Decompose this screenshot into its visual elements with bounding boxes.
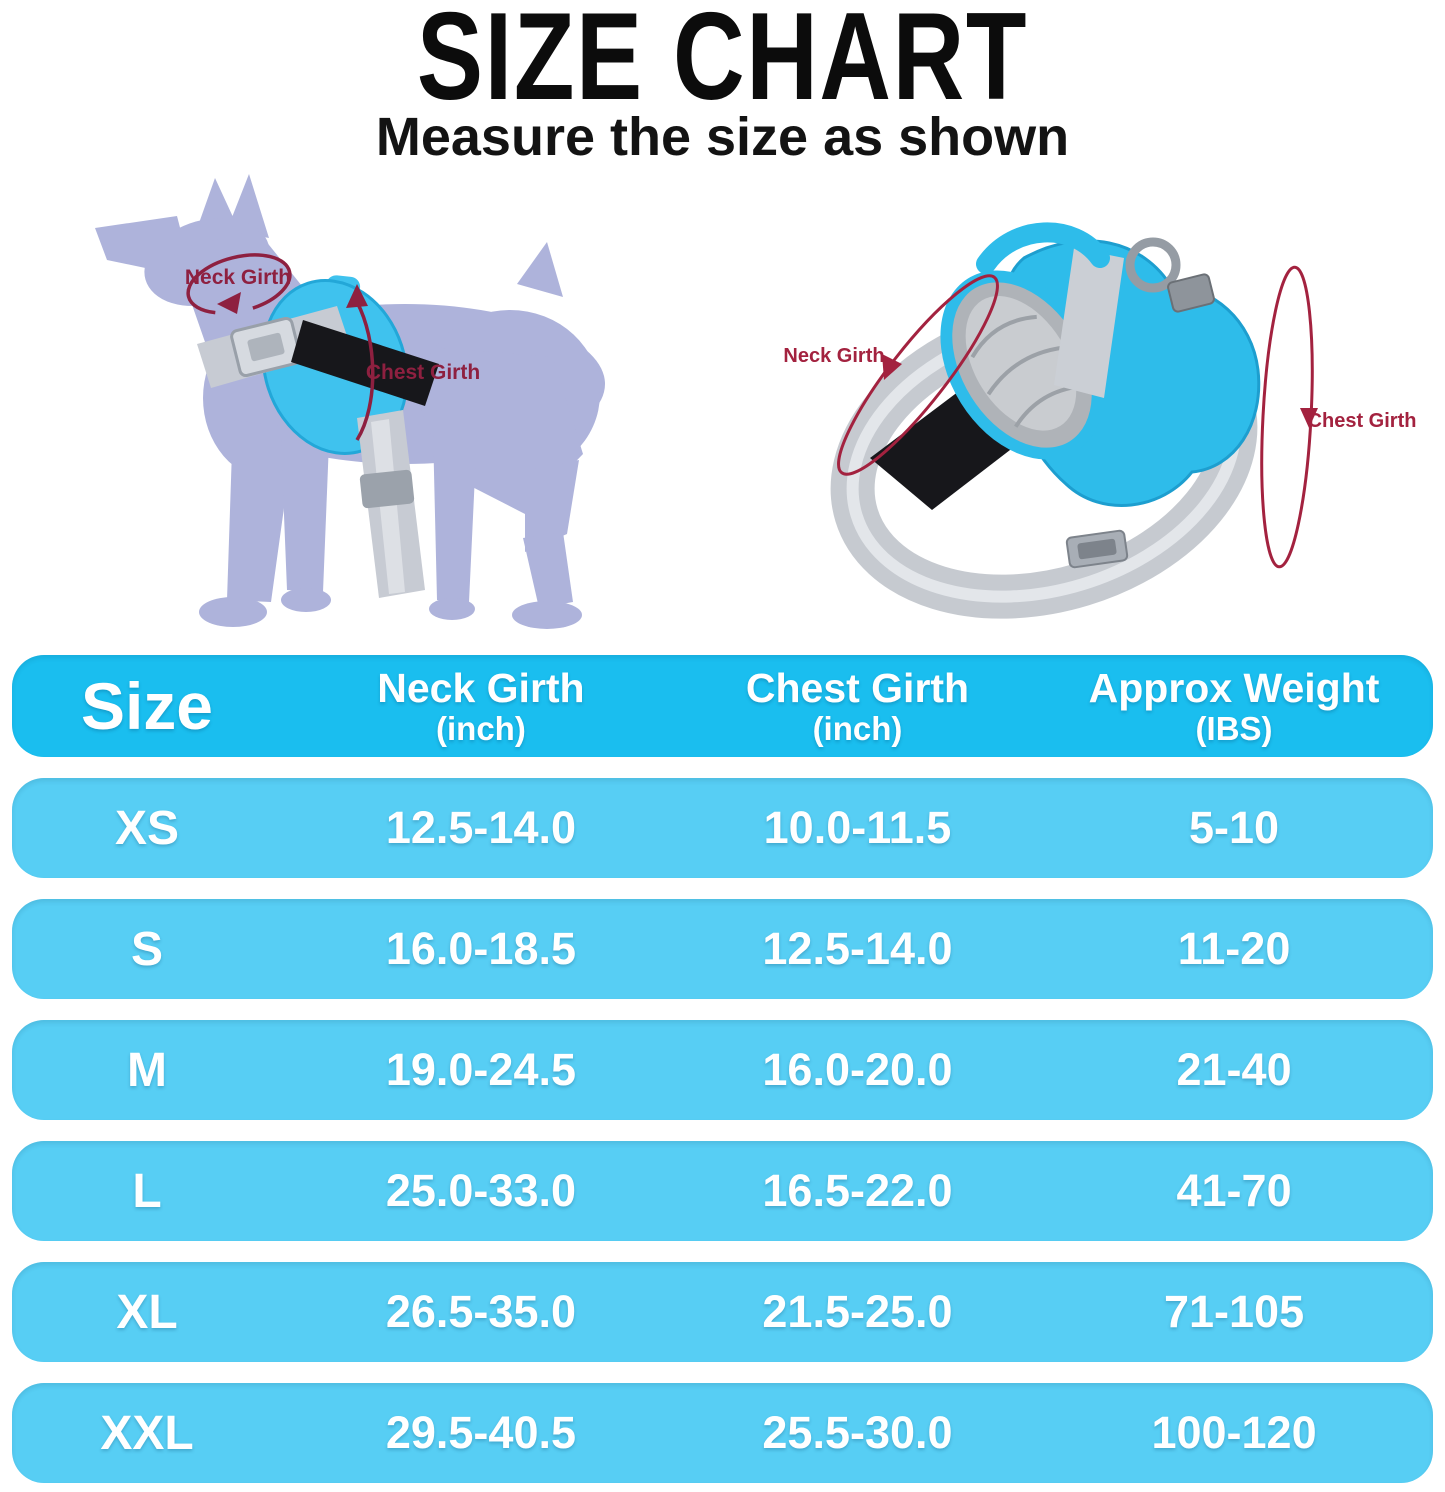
header-neck-girth: Neck Girth (inch): [377, 664, 585, 747]
size-table-header: [12, 655, 1433, 757]
table-row-xl: [12, 1262, 1433, 1362]
weight-cell: 100-120: [1151, 1407, 1317, 1458]
neck-girth-cell: 25.0-33.0: [385, 1165, 576, 1216]
table-row-l: [12, 1141, 1433, 1241]
harness-chest-girth-label: Chest Girth: [1307, 410, 1417, 432]
harness-neck-girth-label: Neck Girth: [783, 345, 885, 367]
neck-girth-cell: 29.5-40.5: [385, 1407, 576, 1458]
chest-girth-cell: 21.5-25.0: [762, 1286, 953, 1337]
table-row-s: [12, 899, 1433, 999]
harness-measurement-diagram: [772, 220, 1437, 635]
chest-girth-cell: 10.0-11.5: [763, 802, 952, 853]
dog-neck-girth-label: Neck Girth: [184, 266, 292, 289]
weight-cell: 41-70: [1176, 1165, 1292, 1216]
dog-chest-girth-label: Chest Girth: [365, 361, 481, 384]
table-row-xs: [12, 778, 1433, 878]
neck-girth-cell: 12.5-14.0: [385, 802, 576, 853]
chest-girth-cell: 16.5-22.0: [762, 1165, 953, 1216]
header-approx-weight: Approx Weight (IBS): [1088, 664, 1380, 747]
harness-product: [818, 232, 1270, 635]
size-cell: S: [130, 922, 163, 976]
weight-cell: 21-40: [1176, 1044, 1292, 1095]
size-cell: XL: [116, 1285, 178, 1339]
neck-girth-cell: 19.0-24.5: [385, 1044, 576, 1095]
table-row-xxl: [12, 1383, 1433, 1483]
header-chest-girth: Chest Girth (inch): [745, 664, 970, 747]
neck-girth-cell: 16.0-18.5: [385, 923, 576, 974]
weight-cell: 11-20: [1177, 923, 1291, 974]
dog-measurement-diagram: [5, 172, 650, 650]
size-table: [12, 655, 1433, 1483]
weight-cell: 71-105: [1163, 1286, 1305, 1337]
size-cell: L: [132, 1164, 162, 1218]
page-subtitle: Measure the size as shown: [375, 107, 1070, 167]
size-cell: XS: [114, 801, 179, 855]
neck-girth-cell: 26.5-35.0: [385, 1286, 576, 1337]
table-row-m: [12, 1020, 1433, 1120]
size-cell: XXL: [100, 1406, 194, 1460]
header-size: Size: [80, 669, 214, 743]
chest-girth-cell: 16.0-20.0: [762, 1044, 953, 1095]
chest-girth-cell: 25.5-30.0: [762, 1407, 953, 1458]
size-cell: M: [127, 1043, 167, 1097]
weight-cell: 5-10: [1189, 802, 1280, 853]
chest-girth-cell: 12.5-14.0: [762, 923, 953, 974]
page-title: SIZE CHART: [416, 0, 1029, 126]
